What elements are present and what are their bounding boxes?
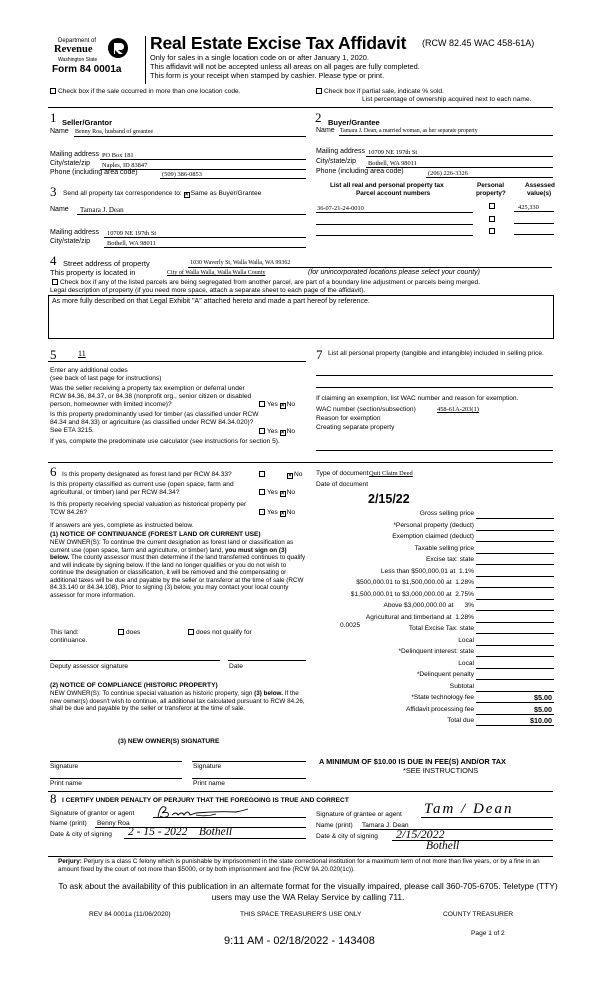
parcels-header-3b: value(s) [527, 190, 552, 197]
rule [316, 387, 553, 388]
dept-line2: Revenue [54, 44, 93, 55]
section-5-number: 5 [50, 347, 57, 362]
rule [316, 450, 553, 451]
seller-phone[interactable]: (509) 386-0853 [162, 171, 202, 178]
checkbox[interactable]: × [280, 491, 285, 497]
tax-row-label: $1,500,000.01 to $3,000,000.00 at 2.75% [350, 590, 474, 598]
correspondence-text: Send all property tax correspondence to: × Same as Buyer/Grantee [63, 190, 262, 198]
s6-q2-answer[interactable]: Yes × No [259, 489, 295, 497]
tax-row-line [476, 530, 554, 531]
tax-row-line [476, 553, 554, 554]
seller-name-label: Name [50, 128, 69, 135]
divider [48, 791, 553, 792]
doc-date[interactable]: 2/15/22 [368, 492, 410, 506]
tax-row-line [476, 691, 554, 692]
rule [124, 838, 306, 839]
rule [50, 660, 220, 661]
tax-row-line [476, 633, 554, 634]
divider [48, 107, 553, 108]
rev-number: REV 84 0001a (11/06/2020) [89, 911, 171, 918]
grantor-signature[interactable] [156, 803, 256, 821]
perjury-notice: Perjury: Perjury is a class C felony which is punishable by imprisonment in the state correctional institution for a maximum term of not more than five years, or by a fine in an amount fixed by the court of not more than $5000, or by both imprisonment and fine (RCW 9A.20.020(1c)). [58, 858, 540, 873]
parcels-header-1b: Parcel account numbers [356, 190, 431, 197]
s5-q1-answer[interactable]: Yes × No [259, 401, 295, 409]
form-number: Form 84 0001a [52, 64, 122, 75]
section-4-number: 4 [50, 253, 57, 268]
local-rate: 0.0025 [340, 622, 361, 629]
tax-row-line [476, 576, 554, 577]
notice1-title: (1) NOTICE OF CONTINUANCE (FOREST LAND OR CURRENT USE) [50, 531, 261, 538]
located-label: This property is located in [50, 268, 136, 277]
s5-q3: If yes, complete the predominate use calculator (see instructions for section 5). [50, 438, 280, 445]
street-value[interactable]: 1030 Waverly St, Walla Walla, WA 99362 [190, 260, 291, 266]
rule [339, 135, 553, 136]
tax-row-label: *Delinquent penalty [416, 671, 474, 678]
personal-property-checkbox[interactable] [489, 203, 495, 209]
rule [50, 761, 182, 762]
tax-row-line [476, 668, 554, 669]
partial-sale-note: List percentage of ownership acquired next to each name. [362, 96, 532, 103]
doc-type[interactable]: Quit Claim Deed [369, 470, 413, 477]
rule [366, 156, 553, 157]
tax-row-line [476, 679, 554, 680]
wac-value[interactable]: 458-61A-203(1) [437, 406, 479, 413]
legal-label: Legal description of property (if you need more space, attach a separate sheet to each page of the affidavit). [50, 287, 366, 294]
section-5-code[interactable]: 11 [78, 349, 86, 358]
reason-value[interactable]: Creating separate property [316, 424, 395, 431]
tax-row-line [476, 587, 554, 588]
this-land-label: This land: [50, 629, 79, 636]
rule [188, 267, 552, 268]
form-title: Real Estate Excise Tax Affidavit [150, 33, 407, 53]
checkbox[interactable] [188, 629, 194, 635]
corr-mailing[interactable]: 10709 NE 197th St [107, 230, 157, 237]
treasurer-use: THIS SPACE TREASURER'S USE ONLY [240, 911, 362, 918]
partial-sale-check[interactable]: Check box if partial sale, indicate % sold. [316, 88, 444, 96]
tax-row-label: *Delinquent interest: state [398, 648, 474, 655]
corr-name-label: Name [50, 206, 69, 213]
rule [316, 235, 473, 236]
tax-row-label: Excise tax: state [425, 556, 474, 563]
notice2-title: (2) NOTICE OF COMPLIANCE (HISTORIC PROPERTY) [50, 682, 218, 689]
buyer-heading: Buyer/Grantee [328, 118, 380, 127]
checkbox[interactable] [50, 88, 56, 94]
grantor-name[interactable]: Benny Roa [97, 820, 130, 827]
reason-label: Reason for exemption [316, 415, 381, 422]
new-owner-signature-title: (3) NEW OWNER(S) SIGNATURE [118, 738, 220, 745]
s6-q1: Is this property designated as forest land per RCW 84.33? [62, 471, 232, 478]
alt-format-notice: To ask about the availability of this publication in an alternate format for the visually impaired, please call 360-705-6705. Teletype (TTY) users may use the WA Relay Service by calling 711. [58, 881, 558, 902]
assessed-value[interactable]: 425,330 [518, 204, 539, 211]
minimum-due: A MINIMUM OF $10.00 IS DUE IN FEE(S) AND/OR TAX [319, 757, 506, 766]
does-check[interactable]: does [118, 629, 140, 637]
additional-codes-note: (see back of last page for instructions) [50, 375, 162, 382]
s6-if-yes: If answers are yes, complete as instructed below. [50, 522, 194, 529]
parcels-header-3a: Assessed [525, 182, 555, 189]
grantor-sig-label: Signature of grantor or agent [50, 810, 135, 817]
header-line1: Only for sales in a single location code on or after January 1, 2020. [150, 53, 369, 62]
does-not-check[interactable]: does not qualify for [188, 629, 252, 637]
tax-row-line [476, 656, 554, 657]
tax-row-label: Above $3,000,000.00 at 3% [383, 602, 474, 609]
tax-row-line [476, 622, 554, 623]
rule [100, 159, 306, 160]
grantee-city[interactable]: Bothell [426, 840, 460, 852]
rule [160, 178, 306, 179]
s7-text: List all personal property (tangible and intangible) included in selling price. [328, 350, 544, 357]
rule [74, 136, 306, 137]
tax-table [316, 510, 556, 725]
tax-row-label: Local [458, 636, 474, 644]
personal-property-checkbox[interactable] [489, 228, 495, 234]
checkbox[interactable] [52, 279, 58, 285]
tax-row-label: Total due [447, 717, 474, 724]
rule [50, 778, 182, 779]
dept-line1: Department of [58, 38, 97, 44]
buyer-city[interactable]: Bothell, WA 98011 [368, 160, 417, 167]
rule [392, 840, 553, 841]
parcel-number[interactable]: 36-07-21-24-0010 [317, 205, 364, 212]
rule [514, 211, 554, 212]
tax-row-value[interactable]: $10.00 [530, 716, 552, 725]
s6-q1-answer[interactable] [259, 471, 267, 479]
tax-row-line [476, 610, 554, 611]
buyer-city-label: City/state/zip [316, 158, 357, 165]
see-instructions: *SEE INSTRUCTIONS [403, 766, 479, 775]
rule [153, 817, 306, 818]
section-7-number: 7 [316, 347, 323, 362]
multi-location-check[interactable]: Check box if the sale occurred in more than one location code. [50, 88, 241, 96]
checkbox[interactable] [259, 509, 265, 515]
s6-q3-answer[interactable]: Yes × No [259, 509, 295, 517]
deputy-label: Deputy assessor signature [50, 663, 129, 670]
certify-text: I CERTIFY UNDER PENALTY OF PERJURY THAT THE FOREGOING IS TRUE AND CORRECT [62, 797, 349, 804]
rule [514, 223, 554, 224]
s5-q2: Is this property predominantly used for timber (as classified under RCW 84.34 and 84.33) or agriculture (as classified under RCW 84.34.020)? See ETA 3215. [50, 411, 259, 434]
owner-signature-label-2: Signature [193, 763, 222, 770]
tax-row-value[interactable]: $5.00 [534, 704, 552, 714]
header-divider [145, 36, 146, 84]
grantor-date[interactable]: 2 - 15 - 2022 Bothell [128, 826, 233, 838]
legal-box[interactable] [48, 295, 554, 339]
tax-row-line [476, 645, 554, 646]
checkbox[interactable] [259, 489, 265, 495]
header-line2: This affidavit will not be accepted unless all areas on all pages are fully completed. [150, 62, 420, 71]
rule [360, 829, 553, 830]
section-2-number: 2 [315, 110, 322, 125]
checkbox[interactable]: × [288, 473, 292, 479]
tax-row-value[interactable]: $5.00 [534, 693, 552, 702]
buyer-mailing-label: Mailing address [316, 148, 366, 155]
form-rcw: (RCW 82.45 WAC 458-61A) [422, 38, 535, 48]
grantor-name-label: Name (print) [50, 820, 87, 827]
grantee-date[interactable]: 2/15/2022 [396, 827, 445, 841]
corr-mailing-label: Mailing address [50, 229, 100, 236]
checkbox[interactable] [259, 428, 265, 434]
county-treasurer: COUNTY TREASURER [443, 911, 514, 918]
buyer-name-label: Name [316, 127, 335, 134]
tax-row-label: Subtotal [449, 682, 474, 690]
divider [48, 361, 306, 362]
tax-row-label: $500,000.01 to $1,500,000.00 at 1.28% [356, 579, 474, 586]
seller-mailing-label: Mailing address [50, 151, 100, 158]
grantee-name-label: Name (print) [316, 822, 353, 829]
revenue-logo-icon [107, 37, 129, 59]
checkbox[interactable]: × [280, 403, 285, 409]
same-as-buyer-checkbox[interactable]: × [184, 192, 189, 198]
tax-row-label: Total Excise Tax: state [408, 625, 474, 632]
tax-row-label: Less than $500,000.01 at 1.1% [380, 567, 474, 575]
s5-q2-answer[interactable]: Yes × No [259, 428, 295, 436]
rule [104, 237, 306, 238]
grantee-date-label: Date & city of signing [316, 833, 378, 840]
checkbox[interactable] [259, 471, 265, 477]
receipt-stamp: 9:11 AM - 02/18/2022 - 143408 [224, 935, 375, 947]
page-number: Page 1 of 2 [471, 930, 505, 937]
grantee-signature[interactable]: Tam / Dean [424, 801, 514, 817]
tax-row-line [476, 518, 554, 519]
rule [77, 214, 306, 215]
s6-q1-answer-no[interactable]: × No [288, 471, 303, 479]
corr-city[interactable]: Bothell, WA 98011 [107, 240, 156, 247]
tax-row-label: Gross selling price [419, 510, 474, 517]
notice2-body: NEW OWNER(S): To continue special valuation as historic property, sign (3) below. If the new owner(s) doesn't wish to continue, all additional tax calculated pursuant to RCW 84.26, shall be due and payable by the seller or transferor at the time of sale. [50, 690, 305, 713]
grantee-name[interactable]: Tamara J. Dean [362, 822, 409, 829]
segregated-check[interactable]: Check box if any of the listed parcels are being segregated from another parcel, are part of a boundary line adjustment or parcels being merged. [52, 279, 480, 287]
rule [104, 247, 306, 248]
rule [421, 817, 553, 818]
checkbox[interactable] [118, 629, 124, 635]
deputy-date-label: Date [229, 663, 243, 670]
rule [192, 761, 306, 762]
owner-print-label-2: Print name [193, 780, 225, 787]
section-8-number: 8 [50, 791, 57, 806]
notice1-body: NEW OWNER(S): To continue the current designation as forest land or classification as current use (open space, farm and agriculture, or timber) land, you must sign on (3) below. The county assessor must then determine if the land transferred continues to qualify and will indicate by signing below. If the land no longer qualifies or you do not wish to continue the designation or classification, it will be removed and the compensating or additional taxes will be due and payable by the seller or transferor at the time of sale (RCW 84.33.140 or 84.34.108). Prior to signing (3) below, you may contact your local county assessor for more information. [50, 539, 306, 599]
seller-phone-label: Phone (including area code) [50, 169, 138, 176]
checkbox[interactable]: × [280, 511, 285, 517]
parcels-header-2a: Personal [477, 182, 504, 189]
seller-mailing[interactable]: PO Box 181 [102, 152, 134, 159]
located-value[interactable]: City of Walla Walla, Walla Walla County [167, 270, 266, 276]
seller-city-label: City/state/zip [50, 160, 91, 167]
tax-row-label: *State technology fee [411, 694, 474, 701]
parcels-header-1a: List all real and personal property tax [330, 182, 444, 189]
corr-name[interactable]: Tamara J. Dean [80, 206, 124, 214]
rule [316, 375, 553, 376]
checkbox[interactable]: × [280, 430, 285, 436]
parcels-header-2b: property? [476, 190, 506, 197]
corr-city-label: City/state/zip [50, 238, 91, 245]
section-3-number: 3 [50, 184, 57, 199]
street-label: Street address of property [63, 259, 150, 268]
divider [48, 856, 553, 857]
section-1-number: 1 [50, 110, 57, 125]
tax-row-label: Taxable selling price [414, 544, 474, 552]
rule [426, 177, 553, 178]
wac-label: WAC number (section/subsection) [316, 406, 416, 413]
checkbox[interactable] [316, 88, 322, 94]
s5-q1: Was the seller receiving a property tax exemption or deferral under RCW 84.36, 84.37, or 84.38 (nonprofit org., senior citizen or disabled person, homeowner with limited income)? [50, 385, 252, 408]
additional-codes: Enter any additional codes [50, 367, 128, 374]
grantor-date-label: Date & city of signing [50, 831, 112, 838]
tax-row-label: Local [458, 659, 474, 667]
rule [316, 224, 473, 225]
grantee-sig-label: Signature of grantee or agent [316, 811, 402, 818]
buyer-phone[interactable]: (206) 226-3326 [428, 170, 468, 177]
rule [192, 778, 306, 779]
buyer-phone-label: Phone (including area code) [316, 168, 404, 175]
tax-row-label: Exemption claimed (deduct) [392, 533, 474, 540]
tax-row-label: Agricultural and timberland at 1.28% [365, 613, 474, 621]
tax-row-line [476, 541, 554, 542]
buyer-name[interactable]: Tamara J. Dean, a married woman, as her separate property [340, 128, 478, 134]
seller-city[interactable]: Naples, ID 83847 [102, 162, 148, 169]
personal-property-checkbox[interactable] [489, 216, 495, 222]
dept-line3: Washington State [58, 57, 98, 63]
checkbox[interactable] [259, 401, 265, 407]
section-6-number: 6 [50, 464, 57, 479]
owner-signature-label: Signature [50, 763, 79, 770]
rule [316, 212, 473, 213]
s6-q3: Is this property receiving special valuation as historical property per TCW 84.26? [50, 501, 247, 516]
seller-heading: Seller/Grantor [62, 118, 113, 127]
doc-date-label: Date of document [316, 481, 369, 488]
buyer-mailing[interactable]: 10709 NE 197th St [368, 149, 418, 156]
s6-q2: Is this property classified as current use (open space, farm and agricultural, or timber) land per RCW 84.34? [50, 481, 234, 496]
rule [228, 660, 306, 661]
tax-row-label: Affidavit processing fee [405, 705, 474, 713]
tax-row-line [476, 564, 554, 565]
divider [48, 462, 553, 463]
tax-row-line [476, 599, 554, 600]
rule [514, 234, 554, 235]
seller-name[interactable]: Benny Roa, husband of greantee [75, 129, 154, 135]
dor-logo [40, 37, 140, 75]
doc-type-label: Type of document [316, 470, 369, 477]
tax-row-label: *Personal property (deduct) [393, 521, 474, 529]
continuance-label: continuance. [50, 637, 88, 644]
legal-description: As more fully described on that Legal Exhibit "A" attached hereto and made a part hereof by reference. [52, 298, 370, 305]
located-note: (for unincorporated locations please select your county) [308, 269, 480, 276]
exemption-text: If claiming an exemption, list WAC number and reason for exemption. [316, 395, 519, 402]
header-line3: This form is your receipt when stamped by cashier. Please type or print. [150, 71, 385, 80]
owner-print-label: Print name [50, 780, 82, 787]
